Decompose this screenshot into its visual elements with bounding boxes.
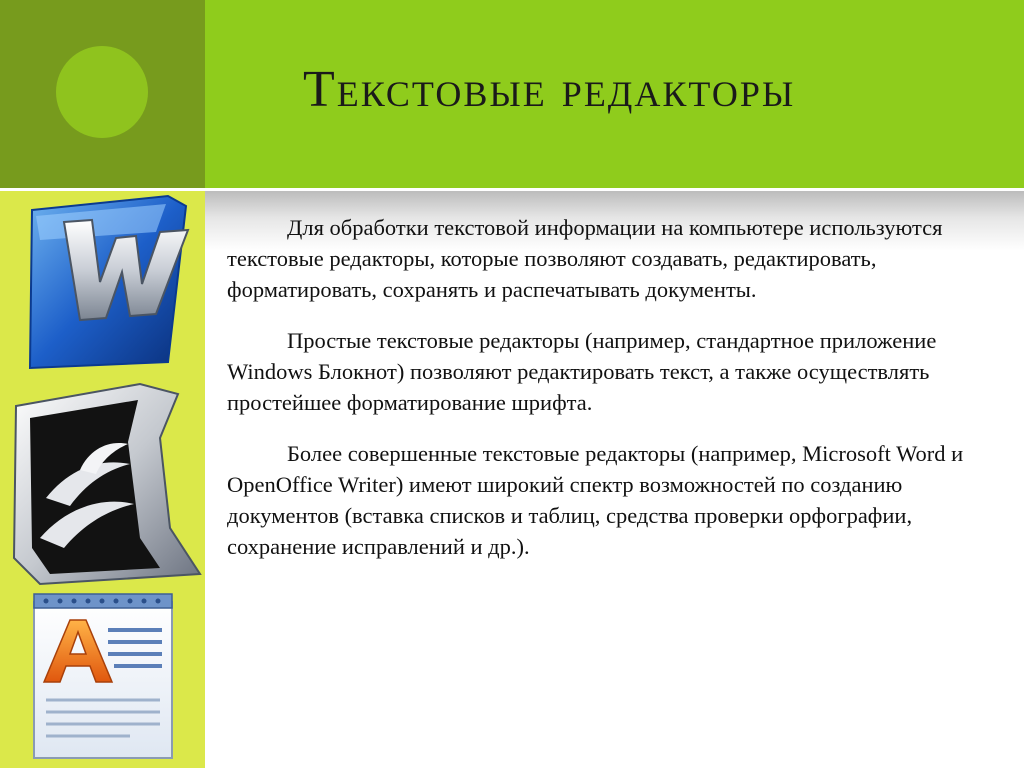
openoffice-writer-icon — [10, 378, 206, 588]
decor-circle — [56, 46, 148, 138]
paragraph-3: Более совершенные текстовые редакторы (например, Microsoft Word и OpenOffice Writer) имеют широкий спектр возможностей по созданию документов (вставка списков и таблиц, средства проверки орфографии, сохранение исправлений и др.). — [227, 441, 964, 559]
slide-title: Текстовые редакторы — [303, 61, 796, 118]
paragraph-2: Простые текстовые редакторы (например, стандартное приложение Windows Блокнот) позволяют редактировать текст, а также осуществлять простейшее форматирование шрифта. — [227, 328, 937, 415]
left-top-block — [0, 0, 205, 188]
wordpad-icon — [30, 590, 180, 762]
slide-body — [227, 212, 987, 582]
microsoft-word-icon — [18, 192, 202, 372]
paragraph-1: Для обработки текстовой информации на компьютере используются текстовые редакторы, которые позволяют создавать, редактировать, форматировать, сохранять и распечатывать документы. — [227, 215, 943, 302]
